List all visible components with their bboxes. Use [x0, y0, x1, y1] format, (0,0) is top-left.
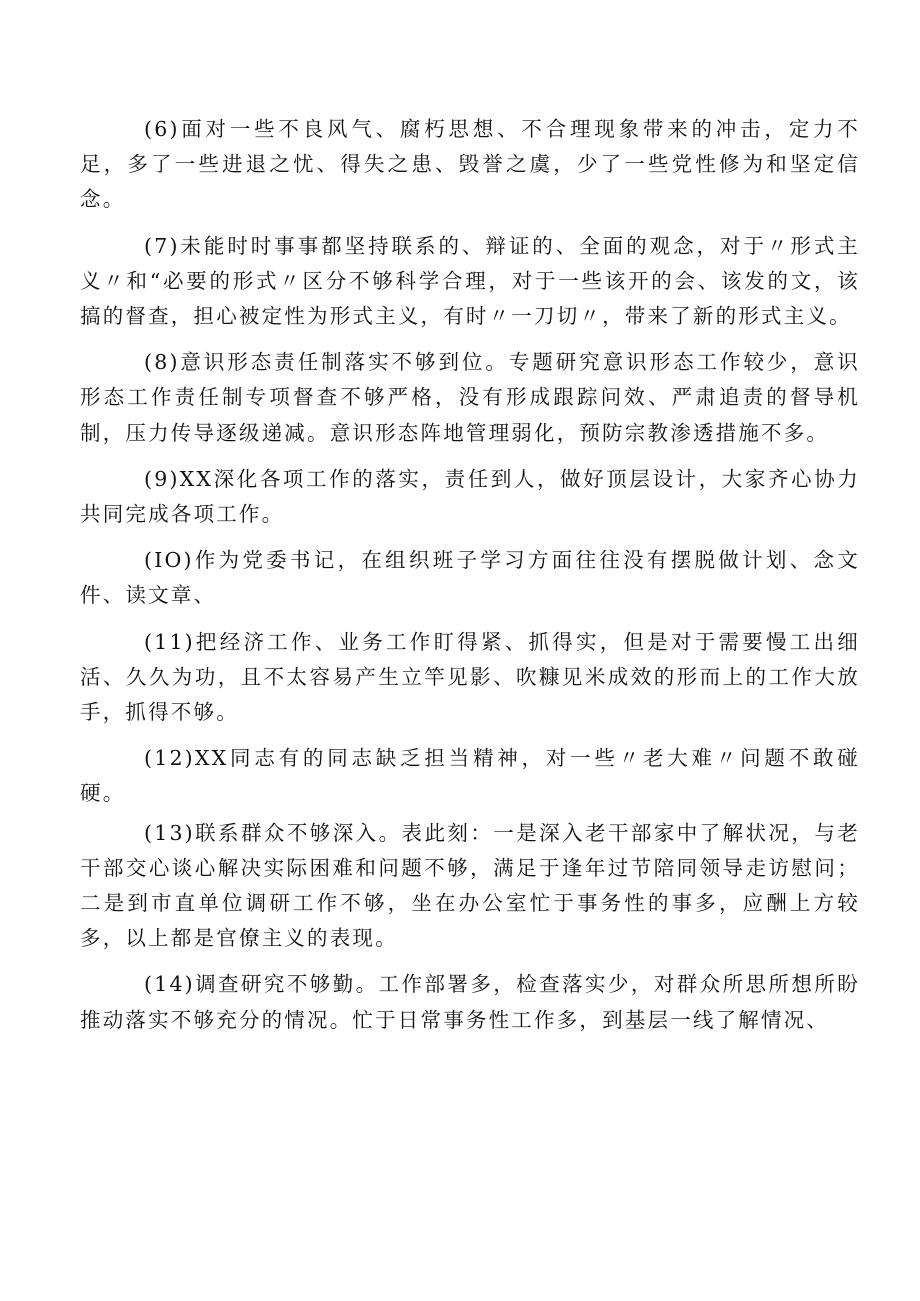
paragraph-11: (11)把经济工作、业务工作盯得紧、抓得实，但是对于需要慢工出细活、久久为功，且不太容易产生立竿见影、吹糠见米成效的形而上的工作大放手，抓得不够。 — [80, 629, 860, 725]
paragraph-10: (IO)作为党委书记，在组织班子学习方面往往没有摆脱做计划、念文件、读文章、 — [80, 548, 860, 608]
paragraph-13: (13)联系群众不够深入。表此刻：一是深入老干部家中了解状况，与老干部交心谈心解决实际困难和问题不够，满足于逢年过节陪同领导走访慰问；二是到市直单位调研工作不够，坐在办公室忙于事务性的事多，应酬上方较多，以上都是官僚主义的表现。 — [80, 820, 860, 951]
paragraph-9: (9)XX深化各项工作的落实，责任到人，做好顶层设计，大家齐心协力共同完成各项工作。 — [80, 466, 860, 527]
paragraph-7: (7)未能时时事事都坚持联系的、辩证的、全面的观念，对于〃形式主义〃和“必要的形式〃区分不够科学合理，对于一些该开的会、该发的文，该搞的督查，担心被定性为形式主义，有时〃一刀切〃，带来了新的形式主义。 — [80, 233, 860, 329]
document-page — [80, 112, 860, 1049]
paragraph-6: (6)面对一些不良风气、腐朽思想、不合理现象带来的冲击，定力不足，多了一些进退之忧、得失之患、毁誉之虞，少了一些党性修为和坚定信念。 — [80, 117, 860, 212]
paragraph-12: (12)XX同志有的同志缺乏担当精神，对一些〃老大难〃问题不敢碰硬。 — [80, 746, 860, 806]
paragraph-14: (14)调查研究不够勤。工作部署多，检查落实少，对群众所思所想所盼推动落实不够充分的情况。忙于日常事务性工作多，到基层一线了解情况、 — [80, 972, 860, 1032]
paragraph-8: (8)意识形态责任制落实不够到位。专题研究意识形态工作较少，意识形态工作责任制专项督查不够严格，没有形成跟踪问效、严肃追责的督导机制，压力传导逐级递减。意识形态阵地管理弱化，预防宗教渗透措施不多。 — [80, 350, 860, 445]
